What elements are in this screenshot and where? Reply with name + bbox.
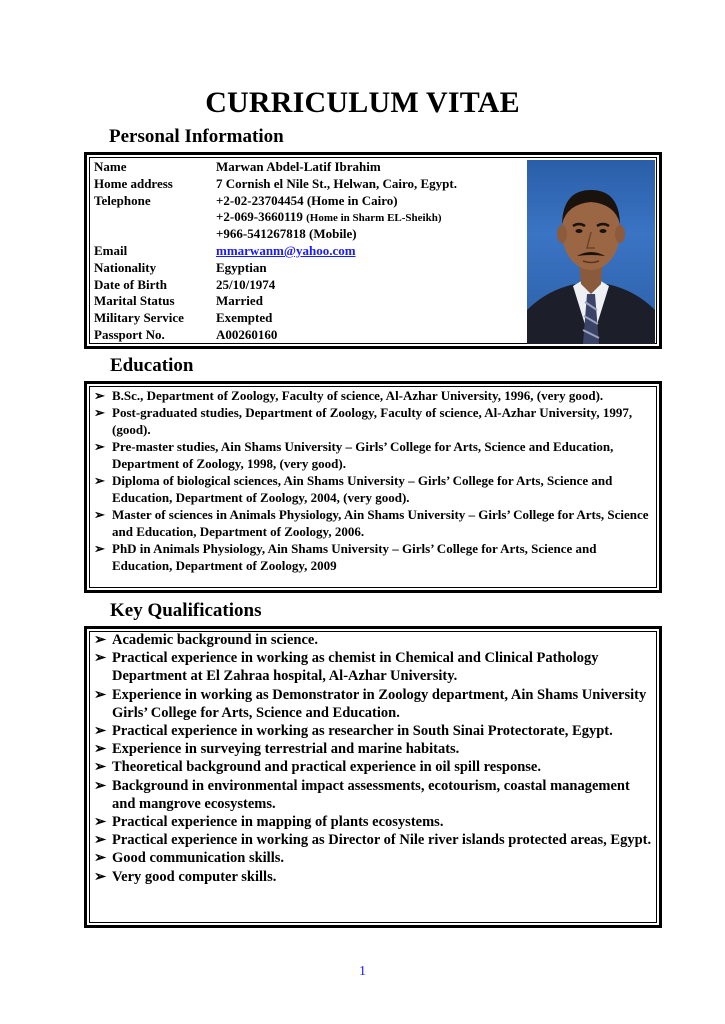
- list-item: [94, 686, 654, 722]
- personal-info-heading: Personal Information: [109, 126, 284, 147]
- pi-value: +2-069-3660119: [216, 209, 303, 224]
- arrow-bullet-icon: ➢: [94, 507, 105, 522]
- list-item: [94, 758, 654, 776]
- pi-value: +966-541267818 (Mobile): [216, 226, 357, 241]
- pi-value: +2-02-23704454 (Home in Cairo): [216, 193, 398, 208]
- pi-value: 7 Cornish el Nile St., Helwan, Cairo, Egypt.: [216, 176, 457, 191]
- list-item-text: Very good computer skills.: [112, 868, 277, 885]
- list-item: [94, 868, 654, 886]
- document-title: CURRICULUM VITAE: [205, 86, 520, 119]
- list-item-text: Master of sciences in Animals Physiology, Ain Shams University – Girls’ College for Arts, Science and Education, Department of Zoology, 2006.: [112, 507, 649, 539]
- pi-value-group: [216, 209, 442, 226]
- education-heading: Education: [110, 355, 194, 376]
- arrow-bullet-icon: ➢: [94, 541, 105, 556]
- list-item: [94, 438, 654, 472]
- list-item-text: Practical experience in working as researcher in South Sinai Protectorate, Egypt.: [112, 723, 613, 740]
- arrow-bullet-icon: ➢: [94, 832, 107, 849]
- list-item: [94, 472, 654, 506]
- list-item: [94, 740, 654, 758]
- list-item-text: Theoretical background and practical experience in oil spill response.: [112, 759, 541, 776]
- pi-label: Home address: [94, 176, 173, 191]
- pi-label: Nationality: [94, 260, 157, 275]
- pi-label: Passport No.: [94, 327, 165, 342]
- pi-label: Telephone: [94, 193, 151, 208]
- list-item: [94, 722, 654, 740]
- qualifications-list: [94, 631, 654, 886]
- pi-label: Name: [94, 159, 127, 174]
- list-item: [94, 631, 654, 649]
- pi-value: Exempted: [216, 310, 273, 325]
- list-item: [94, 404, 654, 438]
- list-item-text: Experience in working as Demonstrator in Zoology department, Ain Shams University Girls’ College for Arts, Science and Education.: [112, 686, 647, 721]
- pi-value: 25/10/1974: [216, 277, 276, 292]
- page-number: 1: [359, 964, 366, 979]
- list-item: [94, 813, 654, 831]
- arrow-bullet-icon: ➢: [94, 814, 107, 831]
- pi-label: Email: [94, 243, 128, 258]
- list-item: [94, 849, 654, 867]
- pi-value: Married: [216, 293, 263, 308]
- list-item-text: Diploma of biological sciences, Ain Shams University – Girls’ College for Arts, Science and Education, Department of Zoology, 2004, (very good).: [112, 473, 613, 505]
- arrow-bullet-icon: ➢: [94, 741, 107, 758]
- qualifications-heading: Key Qualifications: [110, 600, 262, 621]
- arrow-bullet-icon: ➢: [94, 723, 107, 740]
- pi-label: Military Service: [94, 310, 184, 325]
- list-item-text: Good communication skills.: [112, 850, 285, 867]
- arrow-bullet-icon: ➢: [94, 405, 105, 420]
- arrow-bullet-icon: ➢: [94, 777, 107, 794]
- arrow-bullet-icon: ➢: [94, 650, 107, 667]
- list-item: [94, 506, 654, 540]
- list-item: [94, 387, 654, 404]
- arrow-bullet-icon: ➢: [94, 388, 105, 403]
- arrow-bullet-icon: ➢: [94, 868, 107, 885]
- arrow-bullet-icon: ➢: [94, 850, 107, 867]
- pi-value-note: (Home in Sharm EL-Sheikh): [306, 212, 442, 224]
- list-item-text: Experience in surveying terrestrial and marine habitats.: [112, 741, 460, 758]
- portrait-photo: [527, 160, 655, 344]
- arrow-bullet-icon: ➢: [94, 686, 107, 703]
- list-item-text: B.Sc., Department of Zoology, Faculty of science, Al-Azhar University, 1996, (very good).: [112, 388, 604, 403]
- email-link[interactable]: mmarwanm@yahoo.com: [216, 243, 356, 258]
- list-item-text: Pre-master studies, Ain Shams University – Girls’ College for Arts, Science and Education, Department of Zoology, 1998, (very good).: [112, 439, 614, 471]
- arrow-bullet-icon: ➢: [94, 439, 105, 454]
- list-item-text: Practical experience in working as Director of Nile river islands protected areas, Egypt.: [112, 832, 652, 849]
- list-item: [94, 649, 654, 685]
- pi-value: A00260160: [216, 327, 278, 342]
- pi-label: Marital Status: [94, 293, 175, 308]
- portrait-illustration: [527, 160, 655, 344]
- list-item-text: PhD in Animals Physiology, Ain Shams University – Girls’ College for Arts, Science and Education, Department of Zoology, 2009: [112, 541, 597, 573]
- list-item: [94, 777, 654, 813]
- list-item-text: Practical experience in mapping of plants ecosystems.: [112, 814, 444, 831]
- list-item: [94, 831, 654, 849]
- education-list: [94, 387, 654, 574]
- list-item-text: Practical experience in working as chemist in Chemical and Clinical Pathology Department at El Zahraa hospital, Al-Azhar University.: [112, 650, 599, 685]
- arrow-bullet-icon: ➢: [94, 759, 107, 776]
- list-item-text: Academic background in science.: [112, 632, 318, 648]
- arrow-bullet-icon: ➢: [94, 473, 105, 488]
- pi-label: Date of Birth: [94, 277, 167, 292]
- list-item: [94, 540, 654, 574]
- pi-value: Egyptian: [216, 260, 267, 275]
- arrow-bullet-icon: ➢: [94, 632, 107, 648]
- pi-value: Marwan Abdel-Latif Ibrahim: [216, 159, 381, 174]
- list-item-text: Post-graduated studies, Department of Zoology, Faculty of science, Al-Azhar University, 1997, (good).: [112, 405, 633, 437]
- list-item-text: Background in environmental impact assessments, ecotourism, coastal management and mangrove ecosystems.: [112, 777, 630, 812]
